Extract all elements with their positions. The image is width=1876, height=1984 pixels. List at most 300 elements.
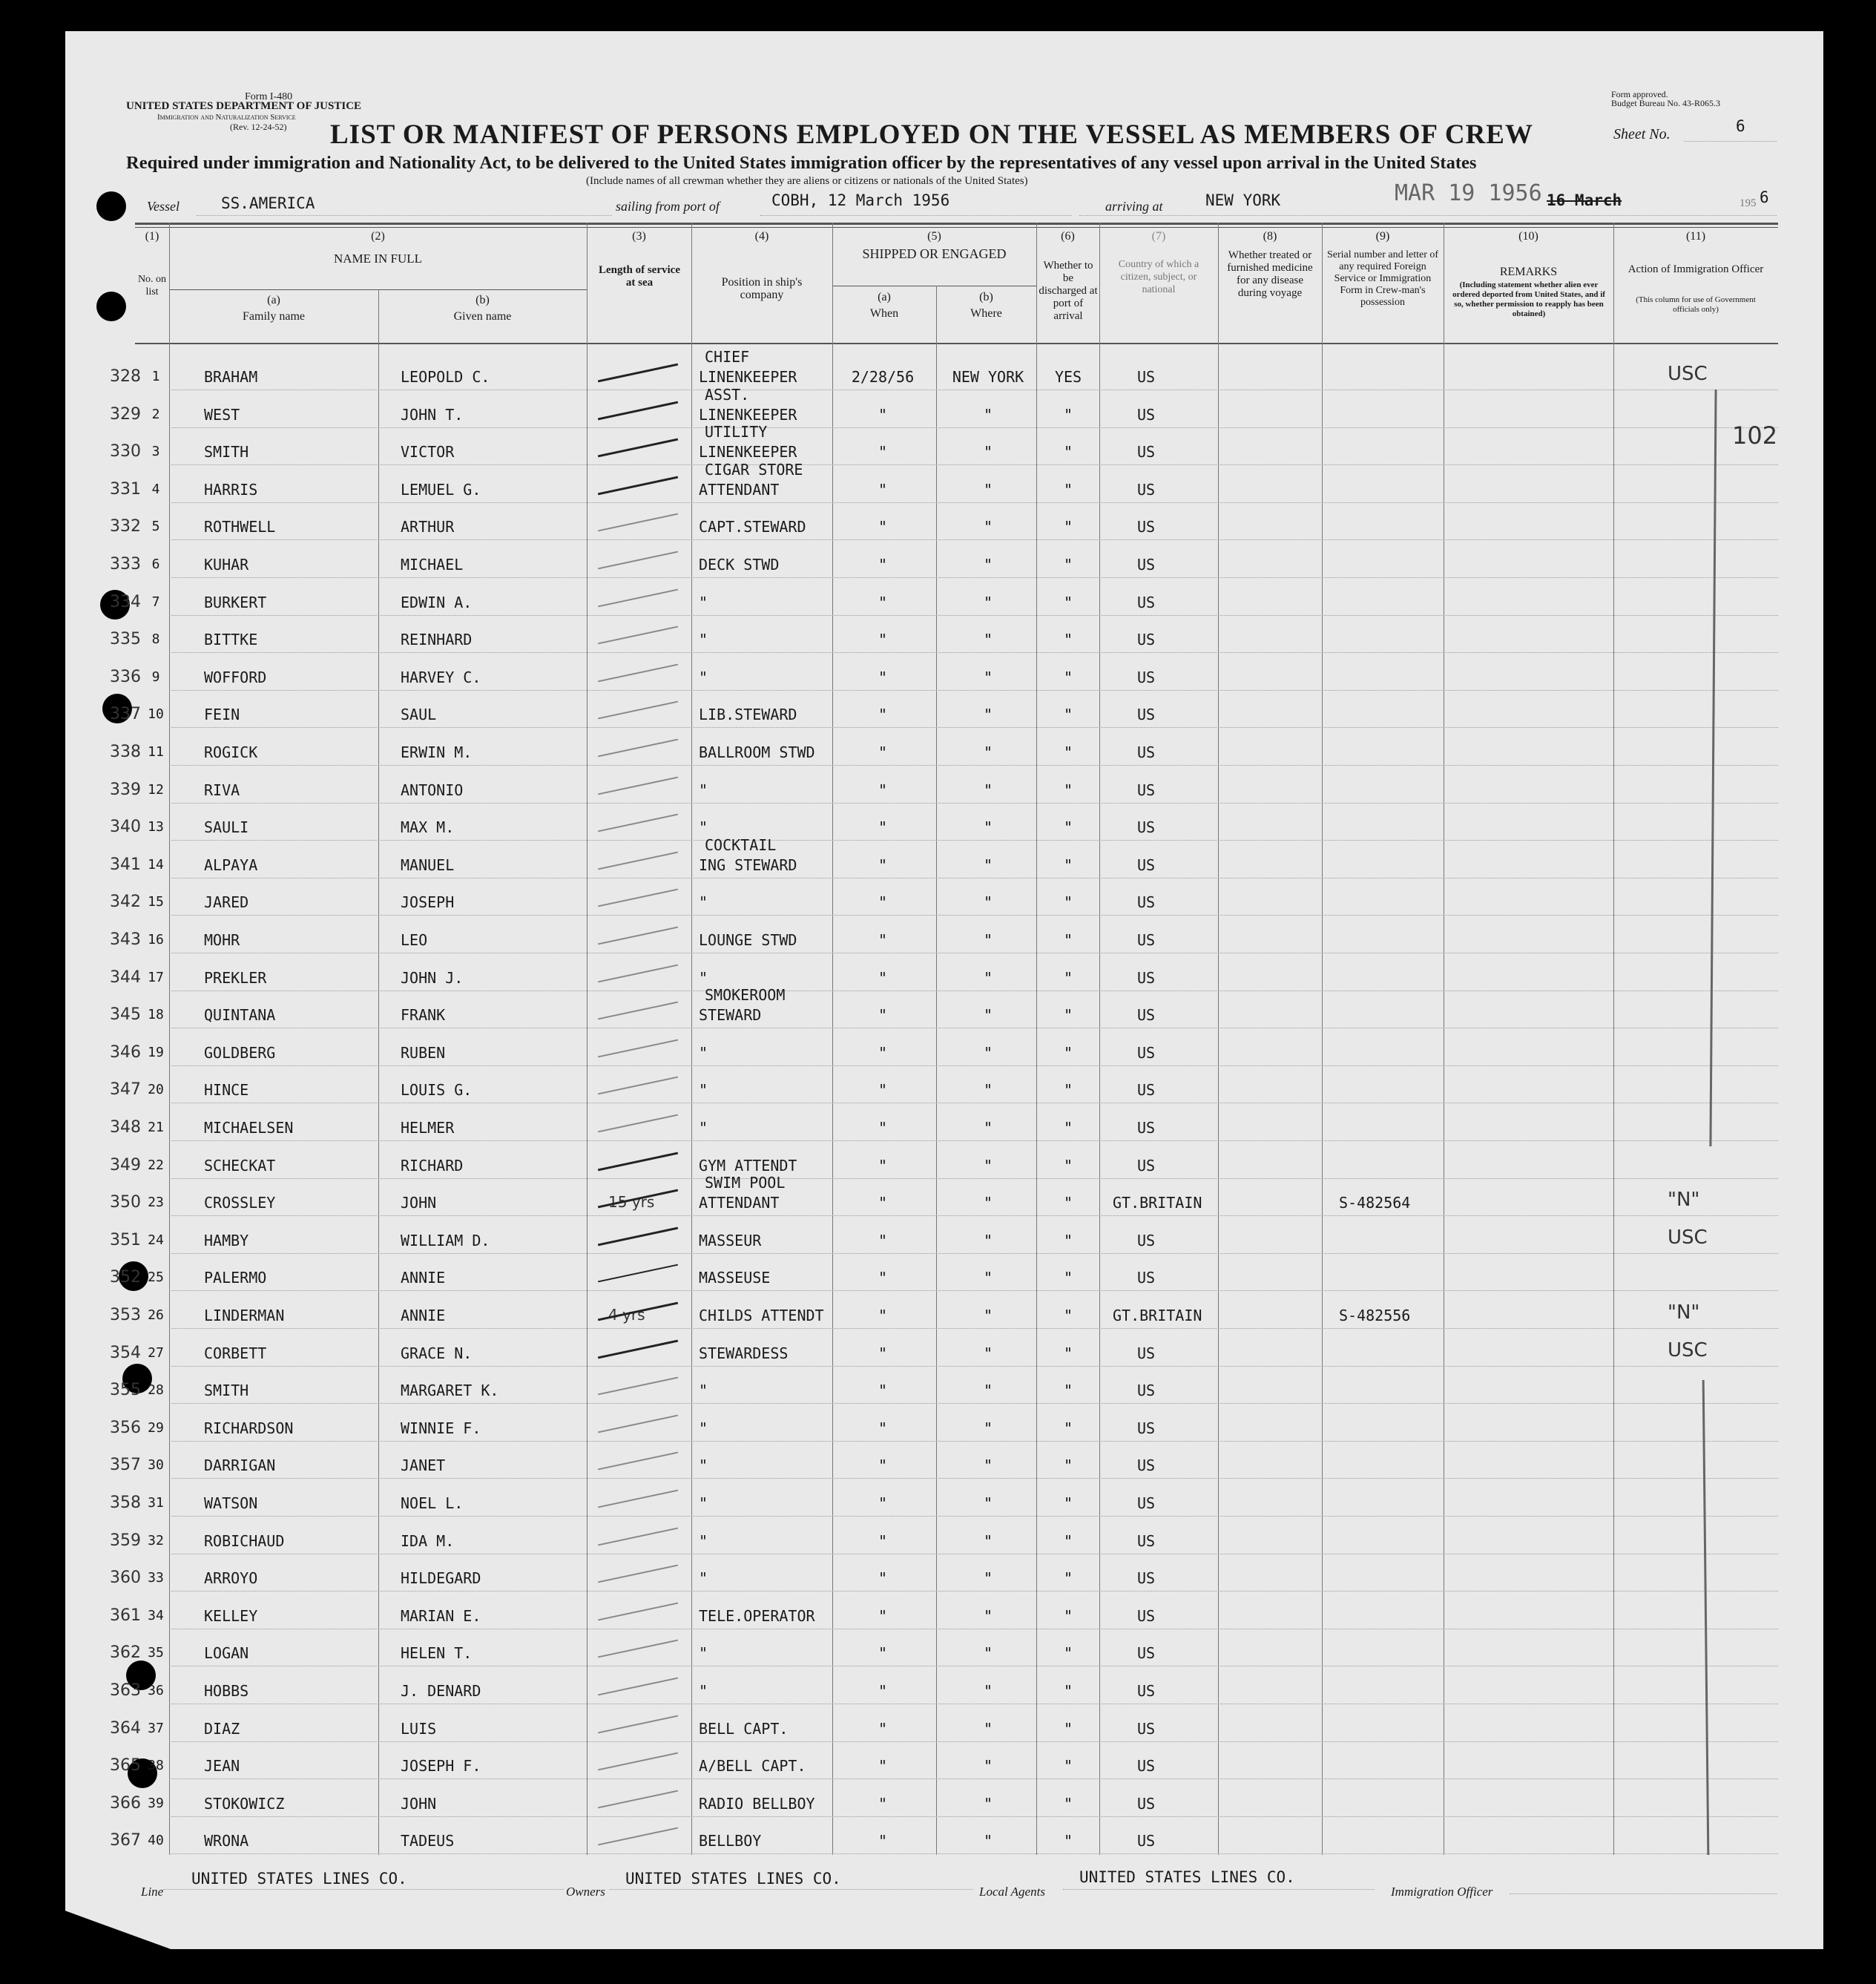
given-name: VICTOR — [401, 443, 455, 461]
row-number: 1 — [151, 369, 160, 384]
row-sequence: 337 — [110, 705, 141, 723]
immigration-action: USC — [1668, 1226, 1708, 1249]
given-name: LOUIS G. — [401, 1081, 473, 1099]
given-name: MICHAEL — [401, 556, 464, 574]
agents-label: Local Agents — [979, 1885, 1045, 1899]
country: US — [1136, 669, 1156, 686]
position: " — [699, 669, 708, 686]
position-line-1: CHIEF — [705, 348, 750, 366]
country: US — [1136, 781, 1156, 799]
country: US — [1136, 1720, 1156, 1738]
header-discharged: Whether to be discharged at port of arrival — [1039, 260, 1098, 322]
family-name: PALERMO — [204, 1269, 267, 1287]
shipped-where: " — [983, 743, 993, 761]
position-line-1: SWIM POOL — [705, 1174, 786, 1192]
given-name: LEO — [401, 931, 428, 949]
discharged: " — [1063, 743, 1073, 761]
family-name: PREKLER — [204, 969, 267, 987]
row-number: 35 — [148, 1645, 164, 1661]
shipped-where: " — [983, 706, 993, 723]
col-num-7: (7) — [1151, 230, 1166, 243]
position: " — [699, 1569, 708, 1587]
vessel-label: Vessel — [147, 199, 180, 214]
position: " — [699, 969, 708, 987]
header-shipped: SHIPPED OR ENGAGED — [862, 246, 1007, 261]
shipped-where: " — [983, 1232, 993, 1249]
discharged: " — [1063, 1157, 1073, 1175]
position: LINENKEEPER — [699, 406, 797, 424]
discharged: YES — [1054, 368, 1082, 386]
family-name: SAULI — [204, 818, 249, 836]
family-name: STOKOWICZ — [204, 1795, 285, 1813]
shipped-when: " — [878, 1044, 888, 1062]
shipped-when: " — [878, 1232, 888, 1249]
header-treated: Whether treated or furnished medicine for any disease during voyage — [1227, 249, 1313, 299]
family-name: QUINTANA — [204, 1006, 276, 1024]
position: CAPT.STEWARD — [699, 518, 806, 536]
sailing-port: COBH, 12 March 1956 — [771, 191, 950, 209]
row-sequence: 353 — [110, 1306, 141, 1324]
row-sequence: 345 — [110, 1005, 141, 1024]
row-number: 6 — [151, 556, 160, 572]
discharged: " — [1063, 893, 1073, 911]
row-sequence: 351 — [110, 1231, 141, 1249]
shipped-when: " — [878, 1419, 888, 1437]
given-name: HARVEY C. — [401, 669, 481, 686]
row-number: 32 — [148, 1533, 164, 1548]
family-name: GOLDBERG — [204, 1044, 276, 1062]
header-name-in-full: NAME IN FULL — [334, 252, 422, 266]
row-sequence: 354 — [110, 1344, 141, 1362]
shipped-when: " — [878, 669, 888, 686]
family-name: WOFFORD — [204, 669, 267, 686]
discharged: " — [1063, 1419, 1073, 1437]
shipped-when: " — [878, 1569, 888, 1587]
family-name: RIVA — [204, 781, 240, 799]
country: GT.BRITAIN — [1113, 1307, 1202, 1324]
shipped-where: " — [983, 1382, 993, 1399]
country: US — [1136, 368, 1156, 386]
family-name: JEAN — [204, 1757, 240, 1775]
family-name: ROTHWELL — [204, 518, 276, 536]
position: A/BELL CAPT. — [699, 1757, 806, 1775]
position: " — [699, 1456, 708, 1474]
row-sequence: 356 — [110, 1419, 141, 1437]
row-sequence: 339 — [110, 781, 141, 799]
given-name: MANUEL — [401, 856, 455, 874]
family-name: ARROYO — [204, 1569, 258, 1587]
row-sequence: 334 — [110, 593, 141, 611]
discharged: " — [1063, 1720, 1073, 1738]
country: US — [1136, 406, 1156, 424]
discharged: " — [1063, 1607, 1073, 1625]
shipped-where: " — [983, 481, 993, 499]
position: MASSEUSE — [699, 1269, 771, 1287]
discharged: " — [1063, 706, 1073, 723]
revision: (Rev. 12-24-52) — [230, 122, 287, 132]
shipped-when: " — [878, 1607, 888, 1625]
country: US — [1136, 1081, 1156, 1099]
family-name: WRONA — [204, 1832, 249, 1850]
immigration-action: USC — [1668, 363, 1708, 385]
header-given-letter: (b) — [475, 294, 490, 306]
country: US — [1136, 1795, 1156, 1813]
country: US — [1136, 1682, 1156, 1700]
immigration-officer-label: Immigration Officer — [1391, 1885, 1493, 1899]
given-name: WINNIE F. — [401, 1419, 481, 1437]
shipped-where: " — [983, 893, 993, 911]
family-name: WATSON — [204, 1494, 258, 1512]
country: US — [1136, 1607, 1156, 1625]
family-name: HOBBS — [204, 1682, 249, 1700]
country: GT.BRITAIN — [1113, 1194, 1202, 1212]
shipped-where: " — [983, 1682, 993, 1700]
discharged: " — [1063, 1232, 1073, 1249]
position: " — [699, 1044, 708, 1062]
family-name: BURKERT — [204, 594, 267, 611]
col-num-1: (1) — [145, 230, 159, 243]
family-name: BITTKE — [204, 631, 258, 648]
discharged: " — [1063, 1081, 1073, 1099]
family-name: CORBETT — [204, 1344, 267, 1362]
family-name: CROSSLEY — [204, 1194, 276, 1212]
row-sequence: 343 — [110, 930, 141, 949]
position: MASSEUR — [699, 1232, 762, 1249]
position: CHILDS ATTENDT — [699, 1307, 824, 1324]
country: US — [1136, 1456, 1156, 1474]
position: " — [699, 1532, 708, 1550]
family-name: RICHARDSON — [204, 1419, 294, 1437]
col-num-9: (9) — [1375, 230, 1390, 243]
row-number: 39 — [148, 1796, 164, 1811]
given-name: LEOPOLD C. — [401, 368, 490, 386]
discharged: " — [1063, 631, 1073, 648]
shipped-when: " — [878, 518, 888, 536]
family-name: DARRIGAN — [204, 1456, 276, 1474]
discharged: " — [1063, 481, 1073, 499]
shipped-where: " — [983, 443, 993, 461]
row-sequence: 341 — [110, 855, 141, 874]
discharged: " — [1063, 1307, 1073, 1324]
row-number: 17 — [148, 970, 164, 985]
line-label: Line — [141, 1885, 164, 1899]
form-approved: Form approved. — [1611, 89, 1668, 99]
row-number: 40 — [148, 1833, 164, 1848]
shipped-when: " — [878, 1194, 888, 1212]
shipped-when: " — [878, 1344, 888, 1362]
row-sequence: 338 — [110, 743, 141, 761]
row-number: 10 — [148, 706, 164, 722]
form-number: Form I-480 — [245, 91, 293, 102]
shipped-where: " — [983, 1157, 993, 1175]
given-name: JOHN — [401, 1194, 437, 1212]
row-number: 27 — [148, 1345, 164, 1361]
position: LIB.STEWARD — [699, 706, 797, 723]
position: " — [699, 1644, 708, 1662]
row-number: 9 — [151, 669, 160, 685]
given-name: EDWIN A. — [401, 594, 473, 611]
row-number: 20 — [148, 1082, 164, 1097]
shipped-where: " — [983, 1194, 993, 1212]
country: US — [1136, 1044, 1156, 1062]
discharged: " — [1063, 1644, 1073, 1662]
shipped-where: " — [983, 1757, 993, 1775]
position-line-1: SMOKEROOM — [705, 986, 786, 1004]
country: US — [1136, 1644, 1156, 1662]
shipped-where: " — [983, 1532, 993, 1550]
header-position: Position in ship's company — [721, 276, 803, 301]
shipped-where: " — [983, 631, 993, 648]
sheet-label: Sheet No. — [1613, 126, 1671, 142]
header-length-of-service: Length of service at sea — [599, 264, 680, 289]
shipped-when: " — [878, 706, 888, 723]
col-num-3: (3) — [632, 230, 646, 243]
shipped-where: " — [983, 594, 993, 611]
discharged: " — [1063, 818, 1073, 836]
position: LOUNGE STWD — [699, 931, 797, 949]
given-name: ARTHUR — [401, 518, 455, 536]
country: US — [1136, 1832, 1156, 1850]
discharged: " — [1063, 1269, 1073, 1287]
row-number: 16 — [148, 932, 164, 947]
shipped-when: " — [878, 1832, 888, 1850]
row-number: 37 — [148, 1721, 164, 1736]
family-name: JARED — [204, 893, 249, 911]
year-prefix: 195 — [1740, 197, 1757, 209]
position: " — [699, 1494, 708, 1512]
position: " — [699, 781, 708, 799]
country: US — [1136, 1157, 1156, 1175]
position: BALLROOM STWD — [699, 743, 815, 761]
shipped-when: " — [878, 1532, 888, 1550]
header-when-letter: (a) — [878, 291, 891, 303]
discharged: " — [1063, 1532, 1073, 1550]
given-name: MARGARET K. — [401, 1382, 499, 1399]
given-name: IDA M. — [401, 1532, 455, 1550]
owners-name: UNITED STATES LINES CO. — [625, 1870, 841, 1888]
shipped-where: " — [983, 1494, 993, 1512]
row-sequence: 348 — [110, 1118, 141, 1137]
row-number: 23 — [148, 1195, 164, 1210]
row-number: 19 — [148, 1045, 164, 1060]
row-number: 13 — [148, 819, 164, 835]
shipped-when: " — [878, 1307, 888, 1324]
country: US — [1136, 1382, 1156, 1399]
given-name: HILDEGARD — [401, 1569, 481, 1587]
family-name: LOGAN — [204, 1644, 249, 1662]
shipped-where: " — [983, 669, 993, 686]
shipped-when: " — [878, 443, 888, 461]
row-number: 22 — [148, 1157, 164, 1173]
vessel-name: SS.AMERICA — [221, 194, 315, 212]
col-num-11: (11) — [1685, 230, 1706, 243]
country: US — [1136, 969, 1156, 987]
family-name: FEIN — [204, 706, 240, 723]
shipped-where: " — [983, 1569, 993, 1587]
discharged: " — [1063, 1456, 1073, 1474]
row-number: 25 — [148, 1269, 164, 1285]
family-name: LINDERMAN — [204, 1307, 285, 1324]
position: STEWARDESS — [699, 1344, 789, 1362]
row-number: 21 — [148, 1120, 164, 1135]
header-remarks-note: (Including statement whether alien ever ordered deported from United States, and if so, whether permission to reapply has been obtained) — [1452, 280, 1605, 318]
shipped-when: " — [878, 481, 888, 499]
row-sequence: 360 — [110, 1569, 141, 1587]
country: US — [1136, 1006, 1156, 1024]
length-of-service: 4 yrs — [608, 1306, 645, 1324]
country: US — [1136, 931, 1156, 949]
country: US — [1136, 1494, 1156, 1512]
discharged: " — [1063, 969, 1073, 987]
row-number: 31 — [148, 1495, 164, 1511]
family-name: HINCE — [204, 1081, 249, 1099]
row-number: 34 — [148, 1608, 164, 1623]
row-number: 5 — [151, 519, 160, 534]
family-name: ALPAYA — [204, 856, 258, 874]
discharged: " — [1063, 1006, 1073, 1024]
shipped-where: " — [983, 1269, 993, 1287]
col-num-6: (6) — [1061, 230, 1075, 243]
shipped-when: " — [878, 1456, 888, 1474]
position: GYM ATTENDT — [699, 1157, 797, 1175]
family-name: SCHECKAT — [204, 1157, 276, 1175]
position: BELLBOY — [699, 1832, 762, 1850]
country: US — [1136, 818, 1156, 836]
given-name: ERWIN M. — [401, 743, 473, 761]
given-name: JOHN T. — [401, 406, 464, 424]
family-name: HARRIS — [204, 481, 258, 499]
row-number: 2 — [151, 407, 160, 422]
position: LINENKEEPER — [699, 368, 797, 386]
country: US — [1136, 443, 1156, 461]
family-name: MOHR — [204, 931, 240, 949]
row-sequence: 362 — [110, 1643, 141, 1662]
row-number: 11 — [148, 744, 164, 760]
discharged: " — [1063, 1119, 1073, 1137]
country: US — [1136, 743, 1156, 761]
punch-hole — [96, 292, 126, 321]
given-name: JANET — [401, 1456, 446, 1474]
country: US — [1136, 1569, 1156, 1587]
shipped-where: " — [983, 1832, 993, 1850]
row-sequence: 335 — [110, 630, 141, 648]
shipped-where: " — [983, 818, 993, 836]
row-sequence: 336 — [110, 668, 141, 686]
budget-number: Budget Bureau No. 43-R065.3 — [1611, 98, 1720, 108]
row-sequence: 367 — [110, 1831, 141, 1850]
header-country: Country of which a citizen, subject, or national — [1118, 259, 1199, 295]
country: US — [1136, 481, 1156, 499]
shipped-when: " — [878, 1119, 888, 1137]
arriving-port: NEW YORK — [1205, 191, 1281, 209]
shipped-when: " — [878, 969, 888, 987]
shipped-when: " — [878, 1269, 888, 1287]
position: RADIO BELLBOY — [699, 1795, 815, 1813]
position: " — [699, 1119, 708, 1137]
length-of-service: 15 yrs — [608, 1193, 655, 1211]
discharged: " — [1063, 443, 1073, 461]
shipped-when: " — [878, 893, 888, 911]
discharged: " — [1063, 556, 1073, 574]
position: " — [699, 818, 708, 836]
country: US — [1136, 856, 1156, 874]
given-name: WILLIAM D. — [401, 1232, 490, 1249]
given-name: JOHN — [401, 1795, 437, 1813]
row-number: 28 — [148, 1382, 164, 1398]
given-name: NOEL L. — [401, 1494, 464, 1512]
position: " — [699, 1382, 708, 1399]
family-name: KELLEY — [204, 1607, 258, 1625]
shipped-when: " — [878, 594, 888, 611]
shipped-when: " — [878, 1720, 888, 1738]
discharged: " — [1063, 518, 1073, 536]
position: DECK STWD — [699, 556, 780, 574]
shipped-where: " — [983, 556, 993, 574]
given-name: REINHARD — [401, 631, 473, 648]
shipped-where: " — [983, 1607, 993, 1625]
discharged: " — [1063, 856, 1073, 874]
shipped-when: " — [878, 1382, 888, 1399]
position-line-1: CIGAR STORE — [705, 461, 803, 479]
position: ATTENDANT — [699, 1194, 780, 1212]
row-sequence: 350 — [110, 1193, 141, 1212]
row-number: 24 — [148, 1232, 164, 1248]
country: US — [1136, 1344, 1156, 1362]
country: US — [1136, 518, 1156, 536]
position: LINENKEEPER — [699, 443, 797, 461]
header-given-name: Given name — [453, 310, 512, 323]
shipped-when: " — [878, 1757, 888, 1775]
row-sequence: 329 — [110, 405, 141, 424]
family-name: WEST — [204, 406, 240, 424]
position: STEWARD — [699, 1006, 762, 1024]
row-sequence: 361 — [110, 1606, 141, 1625]
shipped-where: " — [983, 856, 993, 874]
given-name: RUBEN — [401, 1044, 446, 1062]
given-name: LUIS — [401, 1720, 437, 1738]
country: US — [1136, 1532, 1156, 1550]
header-where: Where — [970, 307, 1002, 320]
position: " — [699, 1419, 708, 1437]
discharged: " — [1063, 1344, 1073, 1362]
shipped-where: " — [983, 1456, 993, 1474]
row-sequence: 331 — [110, 480, 141, 499]
row-sequence: 359 — [110, 1531, 141, 1550]
shipped-when: " — [878, 406, 888, 424]
row-sequence: 358 — [110, 1494, 141, 1512]
given-name: ANNIE — [401, 1307, 446, 1324]
include-note: (Include names of all crewman whether they are aliens or citizens or nationals of the United States) — [586, 175, 1028, 187]
row-number: 38 — [148, 1758, 164, 1773]
discharged: " — [1063, 406, 1073, 424]
shipped-when: " — [878, 556, 888, 574]
shipped-where: " — [983, 781, 993, 799]
country: US — [1136, 1232, 1156, 1249]
year-digit: 6 — [1760, 188, 1769, 206]
position: TELE.OPERATOR — [699, 1607, 815, 1625]
discharged: " — [1063, 1795, 1073, 1813]
shipped-when: " — [878, 1006, 888, 1024]
position: " — [699, 1081, 708, 1099]
given-name: ANNIE — [401, 1269, 446, 1287]
row-sequence: 366 — [110, 1794, 141, 1813]
immigration-action: "N" — [1668, 1301, 1700, 1324]
row-sequence: 342 — [110, 893, 141, 911]
header-when: When — [869, 307, 899, 320]
service: Immigration and Naturalization Service — [157, 113, 296, 122]
header-family-name: Family name — [243, 310, 305, 323]
country: US — [1136, 594, 1156, 611]
